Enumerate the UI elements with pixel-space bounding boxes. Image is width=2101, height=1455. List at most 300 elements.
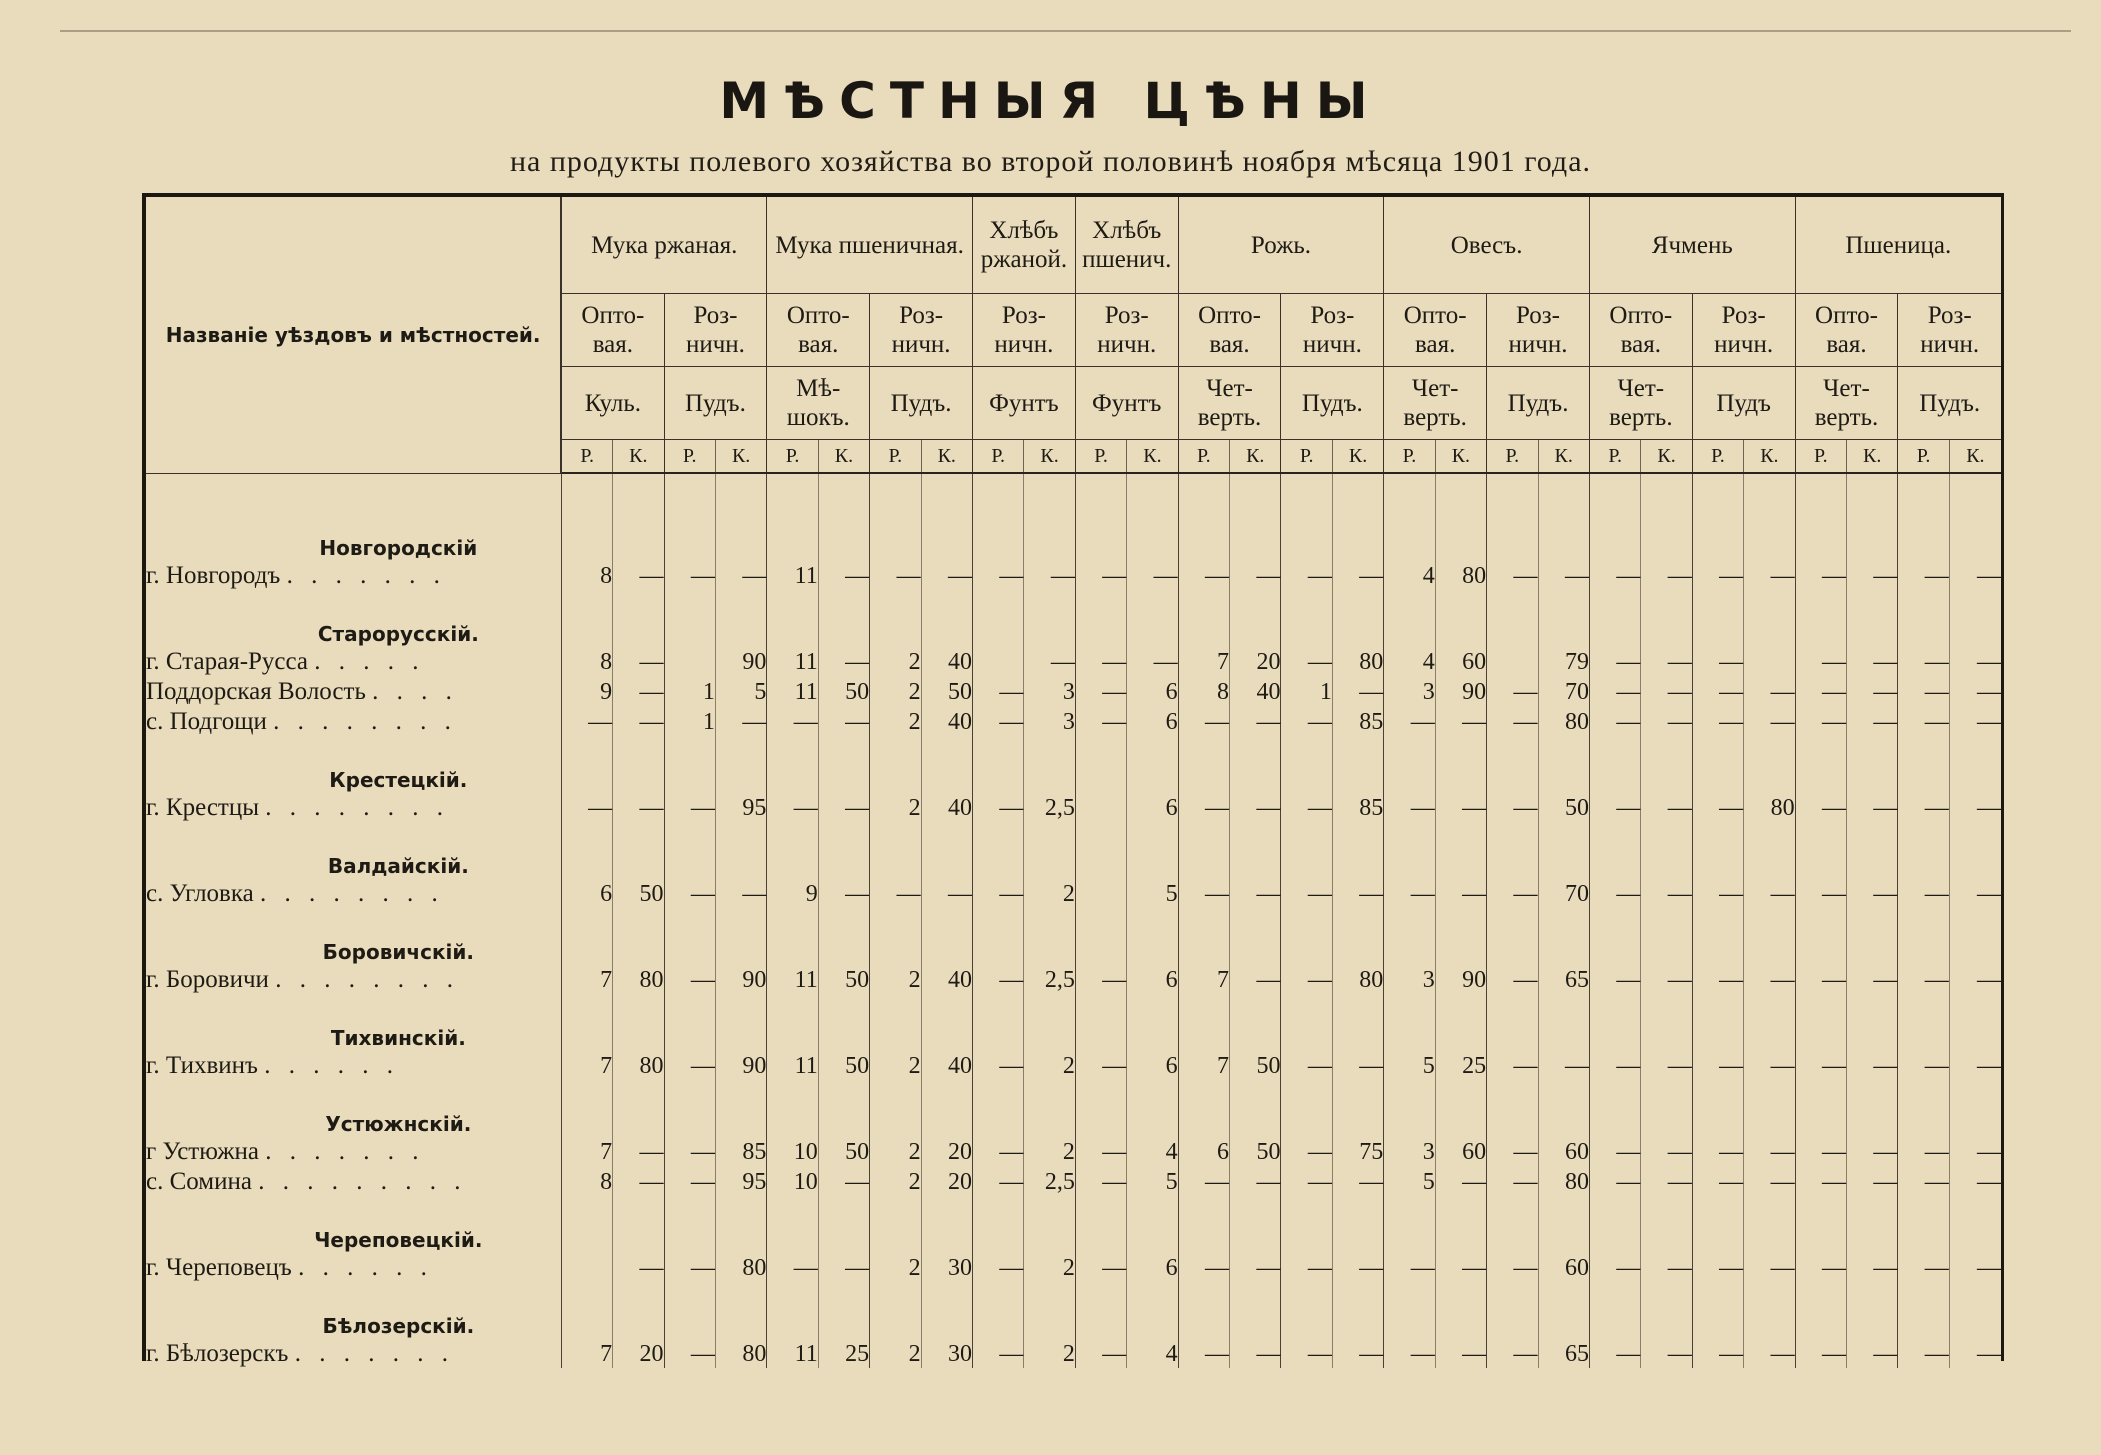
rubles-header: Р. [972, 440, 1023, 474]
table-row [146, 1338, 2001, 1368]
row-label: г. Крестцы [146, 794, 260, 821]
empty-cell [561, 590, 612, 646]
empty-cell [1127, 908, 1178, 964]
rubles-cell: — [664, 792, 715, 822]
rubles-cell: — [1384, 878, 1435, 908]
empty-cell [1487, 504, 1538, 560]
spacer-cell [664, 473, 715, 504]
rubles-cell: — [972, 1050, 1023, 1080]
district-row [146, 1282, 2001, 1338]
kopecks-cell: 2 [1024, 1050, 1075, 1080]
rubles-cell: — [972, 792, 1023, 822]
empty-cell [1795, 590, 1846, 646]
rubles-cell: — [1487, 878, 1538, 908]
rubles-cell: — [1487, 1252, 1538, 1282]
row-label: Бѣлозерскiй. [322, 1314, 475, 1338]
kopecks-cell: — [1435, 1252, 1486, 1282]
dot-leader: . . . . . . . [294, 1340, 454, 1367]
empty-cell [1487, 822, 1538, 878]
kopecks-cell: 6 [1127, 1050, 1178, 1080]
kopecks-cell: — [1949, 964, 2001, 994]
kopecks-cell: — [613, 1136, 664, 1166]
empty-cell [1075, 994, 1126, 1050]
kopecks-cell: — [1744, 964, 1795, 994]
empty-cell [1538, 736, 1589, 792]
empty-cell [818, 504, 869, 560]
empty-cell [664, 822, 715, 878]
kopecks-cell: 50 [613, 878, 664, 908]
rubles-cell: 11 [767, 646, 818, 676]
kopecks-cell: — [1024, 560, 1075, 590]
kopecks-cell: 75 [1332, 1136, 1383, 1166]
rubles-cell: — [972, 964, 1023, 994]
kopecks-cell: — [1949, 560, 2001, 590]
empty-cell [1744, 590, 1795, 646]
rubles-cell: — [1898, 1136, 1949, 1166]
dot-leader: . . . . . . [298, 1254, 433, 1281]
column-subtype-header: Опто-вая. [1178, 294, 1281, 367]
kopecks-cell: 6 [1127, 676, 1178, 706]
empty-cell [1127, 1196, 1178, 1252]
column-unit-header: Пудъ. [870, 367, 973, 440]
spacer-cell [1949, 473, 2001, 504]
empty-cell [1692, 590, 1743, 646]
empty-cell [1178, 822, 1229, 878]
kopecks-cell: 90 [1435, 676, 1486, 706]
empty-cell [921, 736, 972, 792]
spacer-cell [767, 473, 818, 504]
place-name [146, 1338, 561, 1368]
place-name [146, 878, 561, 908]
empty-cell [1024, 590, 1075, 646]
empty-cell [1487, 1282, 1538, 1338]
district-name [146, 994, 561, 1050]
empty-cell [921, 908, 972, 964]
kopecks-cell: — [613, 706, 664, 736]
empty-cell [1178, 1080, 1229, 1136]
empty-cell [1641, 908, 1692, 964]
kopecks-cell: — [1846, 964, 1897, 994]
kopecks-cell: 50 [1230, 1050, 1281, 1080]
empty-cell [767, 994, 818, 1050]
empty-cell [1846, 1196, 1897, 1252]
column-unit-header: Фунтъ [1075, 367, 1178, 440]
empty-cell [1641, 590, 1692, 646]
kopecks-cell: — [1949, 676, 2001, 706]
empty-cell [818, 822, 869, 878]
empty-cell [561, 1196, 612, 1252]
rubles-cell: — [870, 878, 921, 908]
empty-cell [1589, 1196, 1640, 1252]
empty-cell [561, 1080, 612, 1136]
spacer-cell [1898, 473, 1949, 504]
empty-cell [561, 994, 612, 1050]
spacer-cell [1384, 473, 1435, 504]
rubles-cell [1075, 878, 1126, 908]
rubles-header: Р. [1281, 440, 1332, 474]
rubles-cell: 10 [767, 1136, 818, 1166]
rubles-cell: 2 [870, 676, 921, 706]
rubles-cell: 2 [870, 646, 921, 676]
kopecks-cell: — [1435, 1338, 1486, 1368]
rubles-cell: — [972, 706, 1023, 736]
empty-cell [1744, 908, 1795, 964]
empty-cell [1949, 590, 2001, 646]
empty-cell [715, 822, 766, 878]
rubles-cell: 9 [561, 676, 612, 706]
column-group-header: Мука пшеничная. [767, 197, 973, 294]
rubles-cell: — [561, 706, 612, 736]
kopecks-cell: — [1641, 1136, 1692, 1166]
spacer-cell [1846, 473, 1897, 504]
kopecks-cell: 80 [715, 1252, 766, 1282]
kopecks-cell: 85 [1332, 792, 1383, 822]
empty-cell [972, 1196, 1023, 1252]
rubles-cell: 7 [561, 1338, 612, 1368]
rubles-cell: 10 [767, 1166, 818, 1196]
column-subtype-header: Роз-ничн. [1898, 294, 2001, 367]
kopecks-cell: — [1949, 646, 2001, 676]
empty-cell [1230, 736, 1281, 792]
empty-cell [870, 822, 921, 878]
empty-cell [1281, 736, 1332, 792]
rubles-cell: — [1178, 792, 1229, 822]
empty-cell [1846, 1080, 1897, 1136]
kopecks-cell: — [1230, 1252, 1281, 1282]
rubles-cell: — [1795, 1166, 1846, 1196]
empty-cell [818, 1196, 869, 1252]
empty-cell [767, 1196, 818, 1252]
rubles-cell: — [1898, 1252, 1949, 1282]
empty-cell [767, 590, 818, 646]
empty-cell [1127, 1080, 1178, 1136]
empty-cell [1435, 908, 1486, 964]
rubles-header: Р. [1487, 440, 1538, 474]
spacer-cell [1332, 473, 1383, 504]
district-name [146, 736, 561, 792]
empty-cell [1178, 504, 1229, 560]
empty-cell [1024, 736, 1075, 792]
empty-cell [1898, 1282, 1949, 1338]
kopecks-cell: 50 [818, 1050, 869, 1080]
district-name [146, 1282, 561, 1338]
row-label: с. Сомина [146, 1168, 252, 1195]
kopecks-cell: 50 [1538, 792, 1589, 822]
empty-cell [1075, 1080, 1126, 1136]
spacer-cell [1641, 473, 1692, 504]
spacer-cell [561, 473, 612, 504]
rubles-cell: — [1692, 706, 1743, 736]
column-subtype-header: Роз-ничн. [1487, 294, 1590, 367]
rubles-cell: — [1178, 1166, 1229, 1196]
rubles-cell: — [1692, 1050, 1743, 1080]
rubles-cell: — [1898, 1338, 1949, 1368]
column-unit-header: Чет-верть. [1795, 367, 1898, 440]
empty-cell [1949, 736, 2001, 792]
empty-cell [1332, 908, 1383, 964]
kopecks-cell: — [1127, 646, 1178, 676]
empty-cell [1075, 1282, 1126, 1338]
spacer-cell [1487, 473, 1538, 504]
kopecks-cell: — [818, 560, 869, 590]
rubles-header: Р. [1178, 440, 1229, 474]
empty-cell [1332, 504, 1383, 560]
rubles-cell: — [1692, 1136, 1743, 1166]
kopecks-cell: — [1641, 646, 1692, 676]
kopecks-cell: 3 [1024, 706, 1075, 736]
rubles-cell [561, 1252, 612, 1282]
empty-cell [1846, 504, 1897, 560]
dot-leader: . . . . . . . . [265, 794, 450, 821]
row-label: г. Череповецъ [146, 1254, 292, 1281]
empty-cell [1178, 736, 1229, 792]
empty-cell [921, 1282, 972, 1338]
empty-cell [1898, 822, 1949, 878]
empty-cell [1795, 504, 1846, 560]
rubles-cell: — [664, 560, 715, 590]
empty-cell [1332, 1080, 1383, 1136]
column-unit-header: Пудъ. [1487, 367, 1590, 440]
rubles-cell: — [1795, 1050, 1846, 1080]
kopecks-cell: — [1744, 878, 1795, 908]
empty-cell [1024, 1282, 1075, 1338]
kopecks-header: К. [921, 440, 972, 474]
rubles-cell: — [664, 1166, 715, 1196]
kopecks-cell: — [1230, 560, 1281, 590]
rubles-cell: — [1692, 646, 1743, 676]
kopecks-cell: — [1744, 1252, 1795, 1282]
empty-cell [1487, 994, 1538, 1050]
rubles-cell: — [1487, 1136, 1538, 1166]
empty-cell [1384, 908, 1435, 964]
kopecks-cell: — [1127, 560, 1178, 590]
dot-leader: . . . . . . . . [275, 966, 459, 993]
empty-cell [1744, 1196, 1795, 1252]
row-label: Старорусскiй. [317, 622, 479, 646]
column-group-header: Хлѣбъ пшенич. [1075, 197, 1178, 294]
kopecks-cell: 3 [1024, 676, 1075, 706]
kopecks-header: К. [1435, 440, 1486, 474]
district-row [146, 994, 2001, 1050]
kopecks-cell: 2 [1024, 878, 1075, 908]
table-row [146, 878, 2001, 908]
kopecks-cell: — [1641, 1338, 1692, 1368]
rubles-cell: — [1178, 560, 1229, 590]
rubles-cell: 1 [664, 706, 715, 736]
rubles-cell: — [1589, 1252, 1640, 1282]
kopecks-cell: — [1846, 706, 1897, 736]
column-unit-header: Фунтъ [972, 367, 1075, 440]
empty-cell [1435, 994, 1486, 1050]
kopecks-cell: — [818, 1166, 869, 1196]
rubles-cell: — [1795, 706, 1846, 736]
row-label: г. Боровичи [146, 966, 269, 993]
kopecks-cell: — [1332, 878, 1383, 908]
rubles-header: Р. [1692, 440, 1743, 474]
kopecks-header: К. [715, 440, 766, 474]
kopecks-cell: — [1744, 706, 1795, 736]
empty-cell [1949, 908, 2001, 964]
empty-cell [767, 736, 818, 792]
empty-cell [972, 1282, 1023, 1338]
rubles-cell: — [1281, 964, 1332, 994]
kopecks-cell: 2,5 [1024, 1166, 1075, 1196]
empty-cell [1024, 1080, 1075, 1136]
kopecks-cell: — [1230, 1166, 1281, 1196]
kopecks-cell: — [1332, 1252, 1383, 1282]
rubles-cell: 2 [870, 792, 921, 822]
rubles-cell: 6 [561, 878, 612, 908]
rubles-cell: — [664, 1338, 715, 1368]
spacer-row [146, 473, 2001, 504]
empty-cell [613, 590, 664, 646]
empty-cell [767, 822, 818, 878]
empty-cell [1744, 822, 1795, 878]
empty-cell [1641, 994, 1692, 1050]
column-unit-header: Чет-верть. [1178, 367, 1281, 440]
empty-cell [1744, 994, 1795, 1050]
kopecks-cell: 95 [715, 792, 766, 822]
empty-cell [1589, 1282, 1640, 1338]
row-label: Новгородскiй [319, 536, 478, 560]
empty-cell [664, 994, 715, 1050]
kopecks-cell: — [1949, 878, 2001, 908]
rubles-cell: — [1898, 878, 1949, 908]
rubles-cell: — [972, 1252, 1023, 1282]
empty-cell [1538, 1080, 1589, 1136]
kopecks-cell: — [1846, 676, 1897, 706]
district-row [146, 822, 2001, 878]
dot-leader: . . . . . . [264, 1052, 399, 1079]
empty-cell [972, 1080, 1023, 1136]
rubles-cell: — [1589, 1050, 1640, 1080]
empty-cell [1024, 822, 1075, 878]
kopecks-cell: — [1332, 1338, 1383, 1368]
kopecks-cell: — [715, 878, 766, 908]
rubles-cell: — [1075, 1252, 1126, 1282]
rubles-cell [664, 646, 715, 676]
empty-cell [1487, 908, 1538, 964]
column-subtype-header: Роз-ничн. [1075, 294, 1178, 367]
rubles-cell: — [1589, 878, 1640, 908]
empty-cell [613, 504, 664, 560]
kopecks-cell: — [1744, 560, 1795, 590]
rubles-cell: — [1795, 676, 1846, 706]
kopecks-cell: 80 [1538, 706, 1589, 736]
rubles-cell: — [1795, 1252, 1846, 1282]
empty-cell [1435, 504, 1486, 560]
empty-cell [972, 822, 1023, 878]
kopecks-cell: 65 [1538, 964, 1589, 994]
empty-cell [1024, 908, 1075, 964]
empty-cell [1846, 908, 1897, 964]
rubles-header: Р. [1898, 440, 1949, 474]
empty-cell [1127, 994, 1178, 1050]
column-subtype-header: Опто-вая. [767, 294, 870, 367]
kopecks-cell: 6 [1127, 706, 1178, 736]
empty-cell [818, 736, 869, 792]
empty-cell [1332, 736, 1383, 792]
kopecks-cell: — [1846, 560, 1897, 590]
place-name [146, 1050, 561, 1080]
empty-cell [1744, 736, 1795, 792]
kopecks-cell: — [1641, 792, 1692, 822]
rubles-cell: — [664, 1252, 715, 1282]
kopecks-cell: — [1332, 676, 1383, 706]
kopecks-cell: 5 [715, 676, 766, 706]
price-table-frame [142, 193, 2004, 1367]
column-unit-header: Мѣ-шокъ. [767, 367, 870, 440]
empty-cell [1075, 1196, 1126, 1252]
spacer-cell [1024, 473, 1075, 504]
empty-cell [1487, 1196, 1538, 1252]
column-subtype-header: Роз-ничн. [664, 294, 767, 367]
rubles-cell: — [972, 1166, 1023, 1196]
kopecks-cell: 6 [1127, 792, 1178, 822]
rubles-cell: — [1178, 878, 1229, 908]
empty-cell [1230, 1282, 1281, 1338]
table-row [146, 706, 2001, 736]
kopecks-cell: — [1641, 676, 1692, 706]
rubles-cell: — [1692, 1338, 1743, 1368]
empty-cell [561, 908, 612, 964]
table-row [146, 792, 2001, 822]
rubles-cell: — [1281, 560, 1332, 590]
rubles-cell: — [972, 676, 1023, 706]
rubles-cell: 5 [1384, 1166, 1435, 1196]
rubles-header: Р. [1795, 440, 1846, 474]
column-group-header: Мука ржаная. [561, 197, 767, 294]
empty-cell [561, 504, 612, 560]
column-group-header: Хлѣбъ ржаной. [972, 197, 1075, 294]
kopecks-cell: — [921, 878, 972, 908]
kopecks-cell: — [613, 560, 664, 590]
rubles-cell: — [664, 1050, 715, 1080]
empty-cell [870, 994, 921, 1050]
kopecks-cell: 50 [818, 1136, 869, 1166]
empty-cell [1641, 1196, 1692, 1252]
empty-cell [613, 1282, 664, 1338]
empty-cell [1024, 504, 1075, 560]
kopecks-header: К. [818, 440, 869, 474]
empty-cell [1744, 1282, 1795, 1338]
rubles-cell: 7 [1178, 1050, 1229, 1080]
rubles-cell: — [972, 1136, 1023, 1166]
empty-cell [613, 822, 664, 878]
kopecks-header: К. [1230, 440, 1281, 474]
empty-cell [921, 504, 972, 560]
place-name [146, 1136, 561, 1166]
rubles-cell: — [1795, 646, 1846, 676]
empty-cell [1898, 908, 1949, 964]
empty-cell [972, 590, 1023, 646]
empty-cell [1692, 908, 1743, 964]
kopecks-cell: 70 [1538, 676, 1589, 706]
empty-cell [1178, 1282, 1229, 1338]
rubles-cell: — [1281, 1166, 1332, 1196]
kopecks-cell: — [1641, 560, 1692, 590]
kopecks-cell: 85 [715, 1136, 766, 1166]
place-name [146, 1252, 561, 1282]
kopecks-cell: — [1230, 1338, 1281, 1368]
rubles-cell: — [972, 878, 1023, 908]
empty-cell [1538, 822, 1589, 878]
rubles-cell: — [1898, 964, 1949, 994]
kopecks-cell: 50 [1230, 1136, 1281, 1166]
kopecks-cell: — [1846, 1166, 1897, 1196]
rubles-cell: — [1795, 560, 1846, 590]
empty-cell [1127, 736, 1178, 792]
